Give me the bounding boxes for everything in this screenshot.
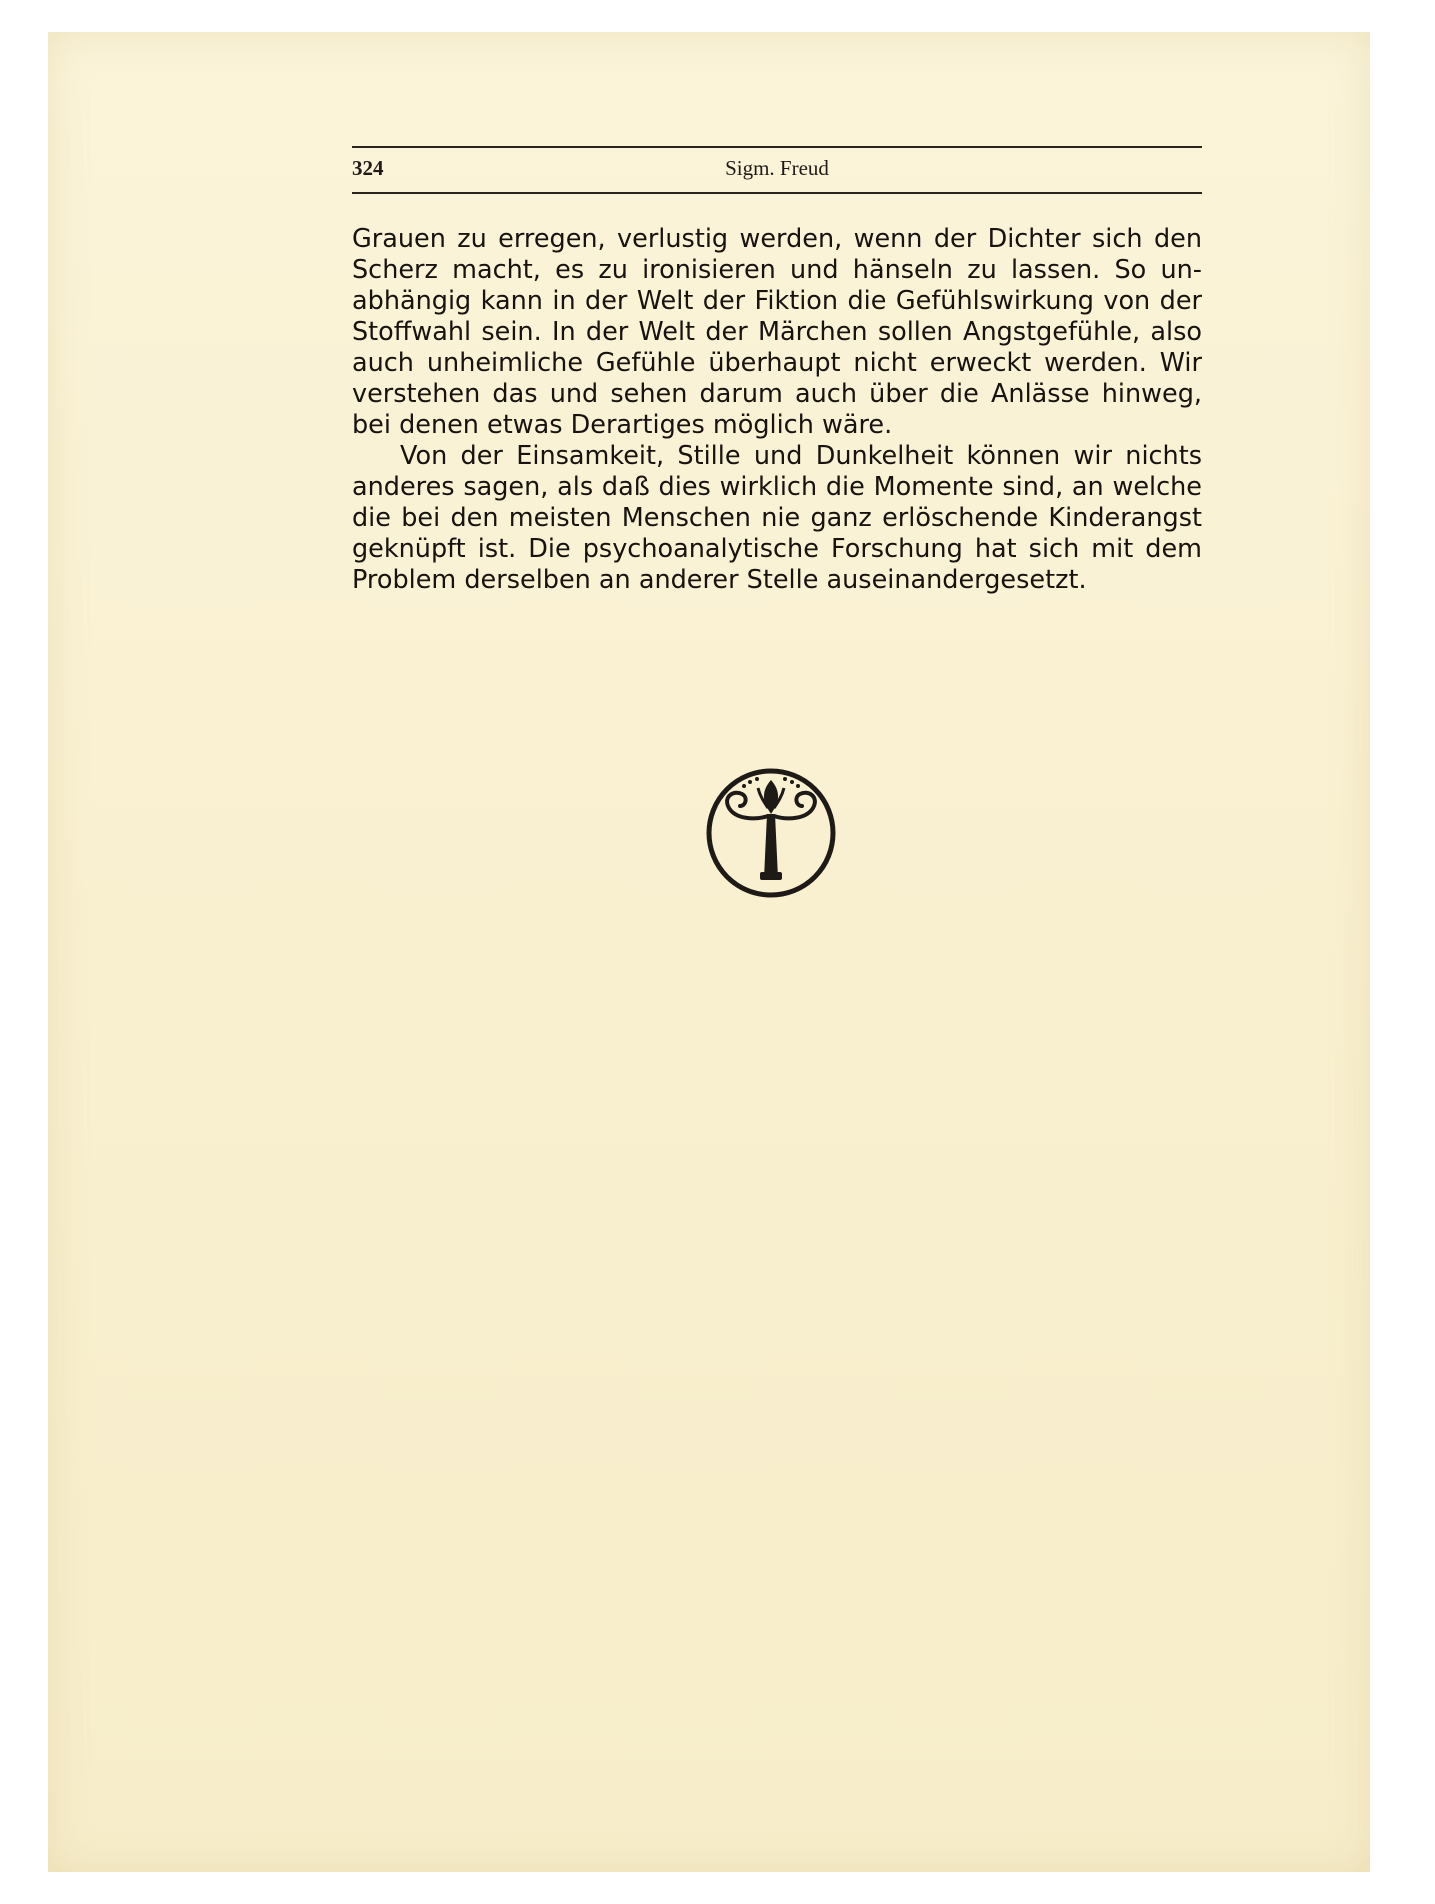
emblem-graphic <box>704 766 838 900</box>
paragraph: Von der Einsamkeit, Stille und Dunkelheit können wir nichts anderes sagen, als daß dies wirklich die Momente sind, an welche die bei den meisten Menschen nie ganz erlöschende Kinderangst geknüpft ist. Die psychoanalytische Forschung hat sich mit dem Problem derselben an anderer Stelle auseinandergesetzt. <box>352 441 1202 595</box>
publisher-emblem-icon <box>704 766 838 900</box>
body-text <box>352 224 1202 596</box>
page-number: 324 <box>352 156 384 180</box>
emblem-flame <box>764 780 778 814</box>
show-through-texture <box>352 560 1212 1800</box>
emblem-stem <box>764 814 778 878</box>
paragraph: Grauen zu erregen, verlustig werden, wenn der Dichter sich den Scherz macht, es zu ironisieren und hänseln zu lassen. So un-abhängig kann in der Welt der Fiktion die Gefühlswirkung von der Stoffwahl sein. In der Welt der Märchen sollen Angstgefühle, also auch unheimliche Gefühle überhaupt nicht erweckt werden. Wir verstehen das und sehen darum auch über die Anlässe hinweg, bei denen etwas Derartiges möglich wäre. <box>352 224 1202 440</box>
emblem-base <box>760 872 782 880</box>
page-header <box>352 146 1202 194</box>
running-head: Sigm. Freud <box>725 156 829 180</box>
